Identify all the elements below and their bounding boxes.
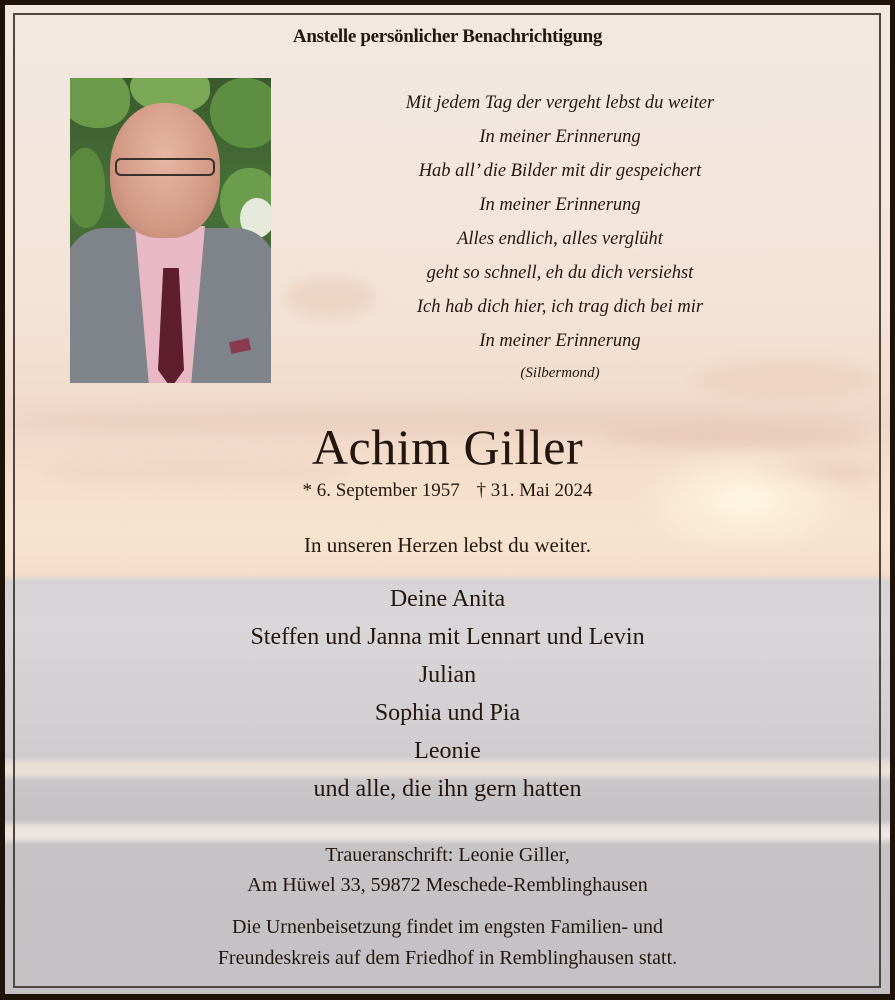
poem-line: Ich hab dich hier, ich trag dich bei mir: [416, 297, 704, 317]
poem-line: In meiner Erinnerung: [479, 195, 641, 215]
life-dates: [0, 480, 895, 502]
birth-date: * 6. September 1957: [302, 480, 460, 501]
family-line: Julian: [418, 662, 477, 688]
burial-line: Die Urnenbeisetzung findet im engsten Familien- und: [231, 916, 663, 938]
family-line: Sophia und Pia: [374, 700, 521, 726]
leaf-decoration: [210, 78, 271, 148]
poem-line: Hab all’ die Bilder mit dir gespeichert: [418, 161, 702, 181]
family-line: Deine Anita: [389, 586, 506, 612]
poem-line: Mit jedem Tag der vergeht lebst du weiter: [405, 93, 715, 113]
glasses-icon: [115, 158, 215, 176]
family-line: Steffen und Janna mit Lennart und Levin: [250, 624, 645, 650]
poem-credit: (Silbermond): [520, 365, 600, 381]
deceased-name: Achim Giller: [311, 419, 584, 475]
poem: [330, 86, 790, 388]
header-title: Anstelle persönlicher Benachrichtigung: [292, 26, 603, 47]
mourning-address: [0, 840, 895, 900]
address-line: Am Hüwel 33, 59872 Meschede-Remblinghausen: [247, 874, 648, 896]
poem-line: In meiner Erinnerung: [479, 331, 641, 351]
poem-line: In meiner Erinnerung: [479, 127, 641, 147]
burial-line: Freundeskreis auf dem Friedhof in Remblinghausen statt.: [217, 947, 678, 969]
poem-line: Alles endlich, alles verglüht: [457, 229, 663, 249]
burial-notice: [0, 912, 895, 974]
portrait-photo: [70, 78, 271, 383]
leaf-decoration: [70, 148, 105, 228]
family-line: und alle, die ihn gern hatten: [313, 776, 582, 802]
address-line: Traueranschrift: Leonie Giller,: [325, 844, 570, 866]
family-list: [0, 580, 895, 808]
motto: In unseren Herzen lebst du weiter.: [304, 533, 591, 557]
leaf-decoration: [70, 78, 130, 128]
death-date: † 31. Mai 2024: [476, 480, 593, 501]
poem-line: geht so schnell, eh du dich versiehst: [426, 263, 694, 283]
family-line: Leonie: [414, 738, 481, 764]
